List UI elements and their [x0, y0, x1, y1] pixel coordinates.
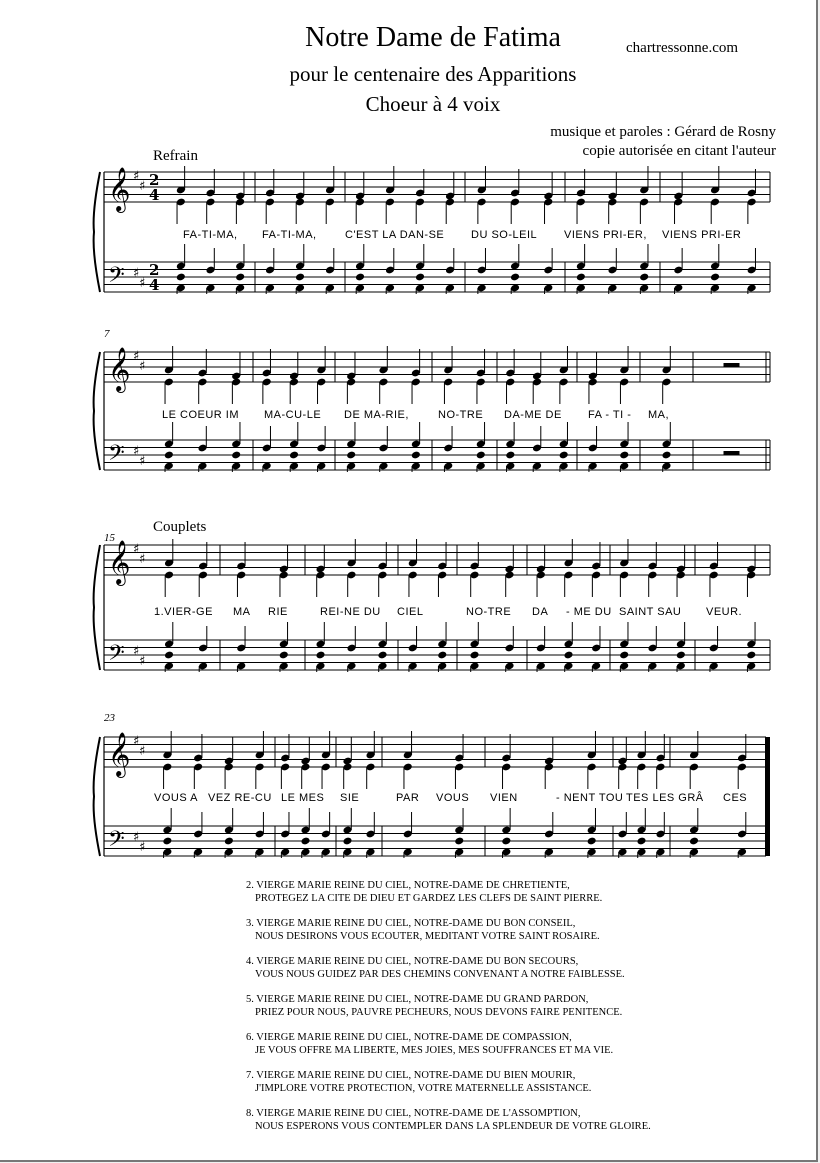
lyric-syllable: FA-TI-MA, — [262, 229, 317, 241]
notehead — [689, 837, 699, 846]
sharp-icon: ♯ — [133, 349, 140, 364]
notehead — [501, 837, 511, 846]
couplet-line: NOUS DESIRONS VOUS ECOUTER, MEDITANT VOTRE SAINT ROSAIRE. — [255, 931, 600, 942]
lyric-syllable: NO-TRE — [466, 606, 512, 618]
notehead — [346, 451, 356, 460]
notehead — [300, 837, 310, 846]
couplet-line: 4. VIERGE MARIE REINE DU CIEL, NOTRE-DAME DU BON SECOURS, — [246, 956, 579, 967]
lyric-syllable: RIE — [268, 606, 288, 618]
section-couplets-label: Couplets — [153, 519, 207, 535]
bass-clef-icon: 𝄢 — [108, 641, 125, 671]
notehead — [415, 273, 425, 282]
lyric-syllable: PAR — [396, 792, 420, 804]
couplet-4 — [246, 955, 806, 981]
lyric-syllable: REI-NE DU — [320, 606, 381, 618]
time-signature-numerator: 2 — [149, 261, 160, 279]
lyric-syllable: VOUS — [436, 792, 470, 804]
notehead — [563, 651, 573, 660]
time-signature-numerator: 2 — [149, 171, 160, 189]
notehead — [746, 651, 756, 660]
final-barline — [765, 737, 770, 856]
measure-number: 15 — [104, 532, 115, 544]
brace — [94, 172, 100, 292]
lyric-syllable: LE COEUR IM — [162, 409, 240, 421]
lyric-syllable: VOUS A — [154, 792, 198, 804]
credit-composer: musique et paroles : Gérard de Rosny — [550, 124, 776, 140]
notehead — [710, 273, 720, 282]
couplet-line: PROTEGEZ LA CITE DE DIEU ET GARDEZ LES CLEFS DE SAINT PIERRE. — [255, 893, 603, 904]
lyric-syllable: 1.VIER-GE — [154, 606, 213, 618]
bass-clef-icon: 𝄢 — [108, 827, 125, 857]
lyric-syllable: SAINT SAU — [619, 606, 682, 618]
couplet-line: VOUS NOUS GUIDEZ PAR DES CHEMINS CONVENANT A NOTRE FAIBLESSE. — [255, 969, 625, 980]
sharp-icon: ♯ — [139, 179, 146, 194]
measure-number: 7 — [104, 328, 110, 340]
couplet-5 — [246, 993, 806, 1019]
sharp-icon: ♯ — [139, 840, 146, 855]
couplet-line: 2. VIERGE MARIE REINE DU CIEL, NOTRE-DAME DE CHRETIENTE, — [246, 880, 570, 891]
notehead — [636, 837, 646, 846]
notehead — [619, 651, 629, 660]
lyric-syllable: FA - TI - — [588, 409, 632, 421]
notehead — [661, 451, 671, 460]
lyric-syllable: CES — [723, 792, 748, 804]
notehead — [619, 451, 629, 460]
notehead — [279, 651, 289, 660]
couplet-3 — [246, 917, 806, 943]
bass-clef-icon: 𝄢 — [108, 441, 125, 471]
notehead — [224, 837, 234, 846]
notehead — [342, 837, 352, 846]
treble-clef-icon: 𝄞 — [108, 540, 131, 584]
brace — [94, 737, 100, 856]
sharp-icon: ♯ — [139, 276, 146, 291]
brace — [94, 352, 100, 470]
page-title: Notre Dame de Fatima — [305, 22, 561, 53]
notehead — [411, 451, 421, 460]
sharp-icon: ♯ — [133, 169, 140, 184]
couplet-2 — [246, 879, 806, 905]
notehead — [162, 837, 172, 846]
notehead — [176, 273, 186, 282]
couplet-line: 7. VIERGE MARIE REINE DU CIEL, NOTRE-DAME DU BIEN MOURIR, — [246, 1070, 576, 1081]
couplet-line: 6. VIERGE MARIE REINE DU CIEL, NOTRE-DAME DE COMPASSION, — [246, 1032, 572, 1043]
couplet-line: PRIEZ POUR NOUS, PAUVRE PECHEURS, NOUS DEVONS FAIRE PENITENCE. — [255, 1007, 623, 1018]
bass-clef-icon: 𝄢 — [108, 263, 125, 293]
lyric-syllable: VEZ RE-CU — [208, 792, 272, 804]
notehead — [469, 651, 479, 660]
notehead — [235, 273, 245, 282]
lyric-syllable: DA — [532, 606, 549, 618]
treble-clef-icon: 𝄞 — [108, 732, 131, 776]
notehead — [505, 451, 515, 460]
notehead — [576, 273, 586, 282]
lyric-syllable: DE MA-RIE, — [344, 409, 409, 421]
time-signature-denominator: 4 — [149, 276, 160, 294]
sharp-icon: ♯ — [133, 644, 140, 659]
notehead — [377, 651, 387, 660]
lyric-syllable: TES LES GRÂ — [626, 792, 704, 804]
lyric-syllable: CIEL — [397, 606, 424, 618]
website-link[interactable]: chartressonne.com — [626, 40, 739, 56]
treble-clef-icon: 𝄞 — [108, 167, 131, 211]
sharp-icon: ♯ — [139, 454, 146, 469]
couplet-line: NOUS ESPERONS VOUS CONTEMPLER DANS LA SPLENDEUR DE VOTRE GLOIRE. — [255, 1121, 651, 1132]
couplet-8 — [246, 1107, 806, 1133]
couplet-7 — [246, 1069, 806, 1095]
sharp-icon: ♯ — [133, 266, 140, 281]
lyric-syllable: MA — [233, 606, 251, 618]
lyric-syllable: MA, — [648, 409, 670, 421]
lyric-syllable: FA-TI-MA, — [183, 229, 238, 241]
notehead — [355, 273, 365, 282]
rest-icon — [724, 363, 740, 367]
couplet-6 — [246, 1031, 806, 1057]
lyric-syllable: - ME DU — [566, 606, 612, 618]
notehead — [164, 651, 174, 660]
lyric-syllable: VIENS PRI-ER — [662, 229, 742, 241]
time-signature-denominator: 4 — [149, 186, 160, 204]
sharp-icon: ♯ — [133, 542, 140, 557]
couplet-line: 3. VIERGE MARIE REINE DU CIEL, NOTRE-DAME DU BON CONSEIL, — [246, 918, 576, 929]
notehead — [676, 651, 686, 660]
measure-number: 23 — [104, 712, 115, 724]
lyric-syllable: VIENS PRI-ER, — [564, 229, 647, 241]
couplet-line: JE VOUS OFFRE MA LIBERTE, MES JOIES, MES SOUFFRANCES ET MA VIE. — [255, 1045, 614, 1056]
lyric-syllable: DA-ME DE — [504, 409, 562, 421]
sharp-icon: ♯ — [139, 552, 146, 567]
lyric-syllable: LE MES — [281, 792, 325, 804]
notehead — [510, 273, 520, 282]
couplet-line: J'IMPLORE VOTRE PROTECTION, VOTRE MATERNELLE ASSISTANCE. — [255, 1083, 592, 1094]
couplet-line: 5. VIERGE MARIE REINE DU CIEL, NOTRE-DAME DU GRAND PARDON, — [246, 994, 589, 1005]
sharp-icon: ♯ — [133, 830, 140, 845]
section-refrain-label: Refrain — [153, 148, 198, 164]
sharp-icon: ♯ — [139, 654, 146, 669]
lyric-syllable: - NENT TOU — [556, 792, 624, 804]
notehead — [295, 273, 305, 282]
notehead — [639, 273, 649, 282]
treble-clef-icon: 𝄞 — [108, 347, 131, 391]
notehead — [315, 651, 325, 660]
lyric-syllable: SIE — [340, 792, 360, 804]
notehead — [289, 451, 299, 460]
notehead — [164, 451, 174, 460]
sharp-icon: ♯ — [133, 444, 140, 459]
lyric-syllable: MA-CU-LE — [264, 409, 322, 421]
lyric-syllable: NO-TRE — [438, 409, 484, 421]
notehead — [587, 837, 597, 846]
notehead — [437, 651, 447, 660]
page-subtitle: pour le centenaire des Apparitions — [289, 62, 577, 86]
couplets-list — [246, 879, 806, 1145]
sharp-icon: ♯ — [139, 359, 146, 374]
credit-copyright: copie autorisée en citant l'auteur — [582, 143, 776, 159]
notehead — [559, 451, 569, 460]
couplet-line: 8. VIERGE MARIE REINE DU CIEL, NOTRE-DAME DE L'ASSOMPTION, — [246, 1108, 581, 1119]
rest-icon — [724, 451, 740, 455]
lyric-syllable: VIEN — [490, 792, 518, 804]
sharp-icon: ♯ — [133, 734, 140, 749]
notehead — [231, 451, 241, 460]
lyric-syllable: C'EST LA DAN-SE — [345, 229, 445, 241]
notehead — [454, 837, 464, 846]
brace — [94, 545, 100, 670]
notehead — [476, 451, 486, 460]
voicing-label: Choeur à 4 voix — [365, 92, 501, 116]
lyric-syllable: DU SO-LEIL — [471, 229, 538, 241]
sharp-icon: ♯ — [139, 744, 146, 759]
lyric-syllable: VEUR. — [706, 606, 743, 618]
